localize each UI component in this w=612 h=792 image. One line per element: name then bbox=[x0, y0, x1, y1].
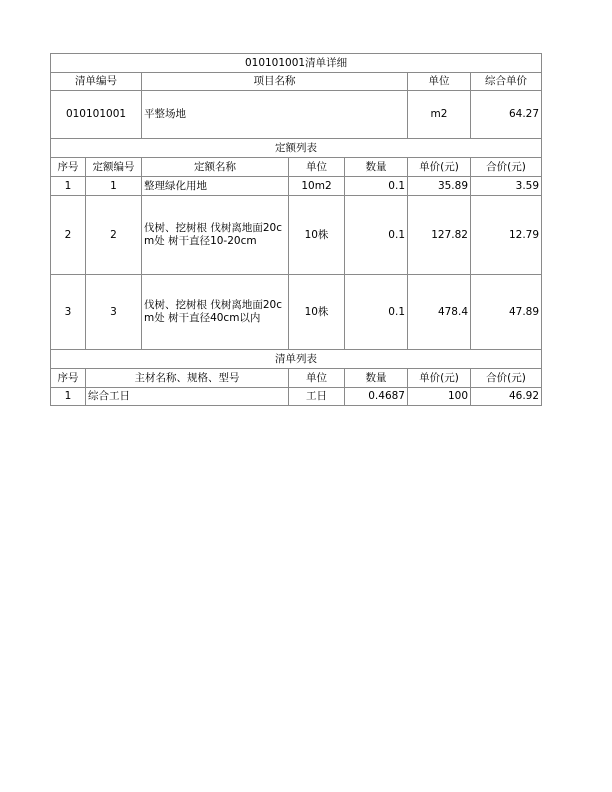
header-price: 综合单价 bbox=[471, 73, 542, 91]
quota-row bbox=[51, 196, 542, 275]
list-header-seq: 序号 bbox=[51, 369, 86, 388]
list-seq: 1 bbox=[51, 388, 86, 406]
list-total: 46.92 bbox=[471, 388, 542, 406]
quota-header-unit: 单位 bbox=[289, 158, 345, 177]
quota-unit-price: 35.89 bbox=[408, 177, 471, 196]
quota-code: 2 bbox=[86, 196, 142, 275]
quota-qty: 0.1 bbox=[345, 196, 408, 275]
header-name: 项目名称 bbox=[142, 73, 408, 91]
list-header-row bbox=[51, 369, 542, 388]
header-row bbox=[51, 73, 542, 91]
quota-unit: 10株 bbox=[289, 275, 345, 350]
quota-header-name: 定额名称 bbox=[142, 158, 289, 177]
quota-title-row bbox=[51, 139, 542, 158]
item-name: 平整场地 bbox=[142, 91, 408, 139]
item-unit: m2 bbox=[408, 91, 471, 139]
quota-header-qty: 数量 bbox=[345, 158, 408, 177]
list-qty: 0.4687 bbox=[345, 388, 408, 406]
quota-section-title: 定额列表 bbox=[51, 139, 542, 158]
quota-seq: 1 bbox=[51, 177, 86, 196]
quota-header-seq: 序号 bbox=[51, 158, 86, 177]
item-price: 64.27 bbox=[471, 91, 542, 139]
quota-total: 3.59 bbox=[471, 177, 542, 196]
quota-qty: 0.1 bbox=[345, 177, 408, 196]
list-unit-price: 100 bbox=[408, 388, 471, 406]
list-header-name: 主材名称、规格、型号 bbox=[86, 369, 289, 388]
list-row bbox=[51, 388, 542, 406]
list-header-qty: 数量 bbox=[345, 369, 408, 388]
list-title-row bbox=[51, 350, 542, 369]
quota-unit-price: 478.4 bbox=[408, 275, 471, 350]
list-name: 综合工日 bbox=[86, 388, 289, 406]
quota-name: 伐树、挖树根 伐树离地面20cm处 树干直径10-20cm bbox=[142, 196, 289, 275]
quota-seq: 3 bbox=[51, 275, 86, 350]
header-code: 清单编号 bbox=[51, 73, 142, 91]
quota-header-code: 定额编号 bbox=[86, 158, 142, 177]
title-row bbox=[51, 54, 542, 73]
quota-unit: 10株 bbox=[289, 196, 345, 275]
quota-header-unit-price: 单价(元) bbox=[408, 158, 471, 177]
quota-unit: 10m2 bbox=[289, 177, 345, 196]
header-unit: 单位 bbox=[408, 73, 471, 91]
table-title: 010101001清单详细 bbox=[51, 54, 542, 73]
quota-name: 整理绿化用地 bbox=[142, 177, 289, 196]
quota-name: 伐树、挖树根 伐树离地面20cm处 树干直径40cm以内 bbox=[142, 275, 289, 350]
quota-row bbox=[51, 275, 542, 350]
list-section-title: 清单列表 bbox=[51, 350, 542, 369]
item-row bbox=[51, 91, 542, 139]
quota-seq: 2 bbox=[51, 196, 86, 275]
quota-total: 12.79 bbox=[471, 196, 542, 275]
bill-detail-table bbox=[50, 53, 542, 406]
quota-unit-price: 127.82 bbox=[408, 196, 471, 275]
quota-header-row bbox=[51, 158, 542, 177]
list-header-unit: 单位 bbox=[289, 369, 345, 388]
list-header-total: 合价(元) bbox=[471, 369, 542, 388]
quota-code: 3 bbox=[86, 275, 142, 350]
list-header-unit-price: 单价(元) bbox=[408, 369, 471, 388]
item-code: 010101001 bbox=[51, 91, 142, 139]
quota-total: 47.89 bbox=[471, 275, 542, 350]
quota-code: 1 bbox=[86, 177, 142, 196]
quota-row bbox=[51, 177, 542, 196]
list-unit: 工日 bbox=[289, 388, 345, 406]
quota-header-total: 合价(元) bbox=[471, 158, 542, 177]
quota-qty: 0.1 bbox=[345, 275, 408, 350]
